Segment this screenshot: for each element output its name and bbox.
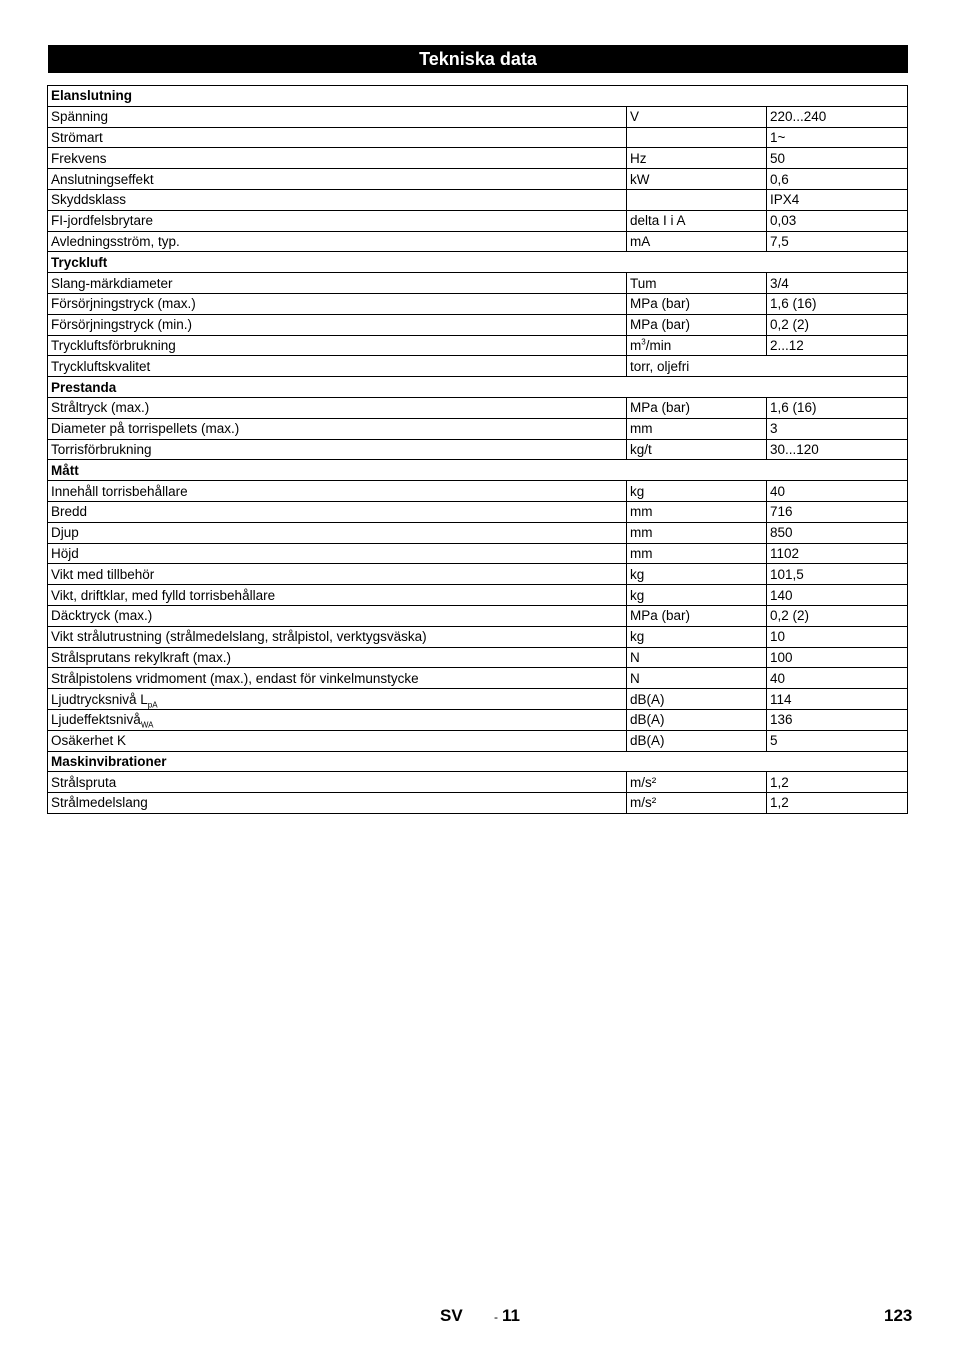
spec-label-cell: [48, 564, 627, 585]
section-heading: Tryckluft: [48, 252, 908, 273]
table-row: [48, 106, 908, 127]
table-row: [48, 127, 908, 148]
footer-language: SV: [440, 1306, 463, 1325]
footer-page-number: 123: [884, 1306, 913, 1325]
spec-value: 1,6 (16): [767, 293, 908, 314]
table-row: [48, 543, 908, 564]
spec-unit: mm: [630, 421, 653, 437]
spec-value: 40: [767, 668, 908, 689]
spec-unit-cell: [627, 543, 767, 564]
spec-value: 101,5: [767, 564, 908, 585]
spec-label-cell: [48, 106, 627, 127]
spec-unit-cell: [627, 189, 767, 210]
spec-unit: mm: [630, 545, 653, 561]
spec-unit: mm: [630, 525, 653, 541]
spec-label-cell: [48, 148, 627, 169]
table-row: [48, 418, 908, 439]
spec-label-cell: [48, 210, 627, 231]
spec-unit: dB(A): [630, 691, 665, 707]
table-row: [48, 293, 908, 314]
spec-unit-superscript: 3: [641, 337, 646, 347]
spec-label-cell: [48, 335, 627, 356]
spec-unit-cell: [627, 793, 767, 814]
section-header-row: [48, 377, 908, 398]
spec-unit-cell: [627, 605, 767, 626]
section-header-row: [48, 86, 908, 107]
spec-label-cell: [48, 169, 627, 190]
table-row: [48, 689, 908, 710]
spec-unit: m/s²: [630, 795, 657, 811]
spec-label: Vikt strålutrustning (strålmedelslang, strålpistol, verktygsväska): [51, 629, 427, 645]
spec-unit-cell: [627, 522, 767, 543]
spec-value: 1,6 (16): [767, 397, 908, 418]
spec-label: Försörjningstryck (min.): [51, 317, 193, 333]
footer-section-page-number: 11: [502, 1306, 520, 1325]
table-row: [48, 397, 908, 418]
spec-unit: MPa (bar): [630, 317, 691, 333]
spec-unit: kW: [630, 171, 650, 187]
spec-unit: MPa (bar): [630, 400, 691, 416]
table-row: [48, 335, 908, 356]
table-row: [48, 501, 908, 522]
spec-unit: MPa (bar): [630, 296, 691, 312]
spec-value: 0,03: [767, 210, 908, 231]
spec-value: 114: [767, 689, 908, 710]
spec-label-cell: [48, 626, 627, 647]
section-header-row: [48, 751, 908, 772]
table-row: [48, 730, 908, 751]
section-heading: Mått: [48, 460, 908, 481]
spec-value: 0,2 (2): [767, 314, 908, 335]
spec-unit-cell: [627, 314, 767, 335]
spec-value: 40: [767, 481, 908, 502]
spec-label-cell: [48, 668, 627, 689]
spec-value: 3: [767, 418, 908, 439]
section-heading: Elanslutning: [48, 86, 908, 107]
spec-value: 1,2: [767, 772, 908, 793]
spec-label: Ljudeffektsnivå: [51, 712, 141, 728]
spec-label-cell: [48, 481, 627, 502]
spec-unit: m: [630, 337, 642, 353]
spec-unit-cell: [627, 501, 767, 522]
spec-value: 220...240: [767, 106, 908, 127]
technical-data-table: [47, 85, 908, 814]
spec-unit-cell: [627, 626, 767, 647]
spec-label: Slang-märkdiameter: [51, 275, 173, 291]
table-row: [48, 564, 908, 585]
spec-unit: dB(A): [630, 712, 665, 728]
spec-value: 10: [767, 626, 908, 647]
table-row: [48, 314, 908, 335]
spec-unit: kg: [630, 587, 645, 603]
spec-label: Avledningsström, typ.: [51, 233, 180, 249]
spec-unit-cell: [627, 772, 767, 793]
spec-unit-cell: [627, 210, 767, 231]
spec-label-cell: [48, 605, 627, 626]
spec-unit-cell: [627, 273, 767, 294]
spec-label: Bredd: [51, 504, 88, 520]
spec-unit-cell: [627, 709, 767, 730]
spec-value: 30...120: [767, 439, 908, 460]
spec-label-cell: [48, 522, 627, 543]
spec-unit: V: [630, 109, 640, 125]
spec-unit-cell: [627, 730, 767, 751]
spec-unit-cell: [627, 106, 767, 127]
spec-unit-cell: [627, 231, 767, 252]
spec-unit-cell: [627, 689, 767, 710]
spec-unit-cell: [627, 564, 767, 585]
table-row: [48, 522, 908, 543]
spec-unit: torr, oljefri: [630, 358, 690, 374]
spec-value: 850: [767, 522, 908, 543]
spec-label: Strålsprutans rekylkraft (max.): [51, 649, 232, 665]
spec-value: 1,2: [767, 793, 908, 814]
spec-unit: kg: [630, 629, 645, 645]
spec-label: Stråltryck (max.): [51, 400, 150, 416]
spec-unit: kg: [630, 483, 645, 499]
spec-label-cell: [48, 730, 627, 751]
spec-label-cell: [48, 585, 627, 606]
spec-label-cell: [48, 273, 627, 294]
spec-unit: MPa (bar): [630, 608, 691, 624]
spec-label-cell: [48, 793, 627, 814]
spec-unit-cell: [627, 127, 767, 148]
table-row: [48, 772, 908, 793]
spec-label: Tryckluftskvalitet: [51, 358, 151, 374]
spec-label-cell: [48, 314, 627, 335]
table-row: [48, 169, 908, 190]
table-row: [48, 647, 908, 668]
spec-unit: mm: [630, 504, 653, 520]
section-header-row: [48, 460, 908, 481]
spec-unit-cell: [627, 397, 767, 418]
spec-unit-cell: [627, 148, 767, 169]
table-row: [48, 793, 908, 814]
spec-label-cell: [48, 189, 627, 210]
spec-label-cell: [48, 709, 627, 730]
spec-label-cell: [48, 439, 627, 460]
spec-label-cell: [48, 418, 627, 439]
spec-value: 100: [767, 647, 908, 668]
spec-unit-cell: [627, 481, 767, 502]
table-row: [48, 585, 908, 606]
spec-label: Vikt med tillbehör: [51, 566, 155, 582]
spec-label: Diameter på torrispellets (max.): [51, 421, 240, 437]
spec-label: Strålpistolens vridmoment (max.), endast för vinkelmunstycke: [51, 670, 419, 686]
spec-label: Strålmedelslang: [51, 795, 148, 811]
table-row: [48, 148, 908, 169]
spec-value: 2...12: [767, 335, 908, 356]
spec-unit-cell: [627, 356, 908, 377]
spec-label: Strålspruta: [51, 774, 117, 790]
spec-unit: Tum: [630, 275, 657, 291]
spec-value: 716: [767, 501, 908, 522]
spec-label-cell: [48, 501, 627, 522]
spec-label: FI-jordfelsbrytare: [51, 213, 154, 229]
spec-label: Tryckluftsförbrukning: [51, 337, 176, 353]
spec-value: 1~: [767, 127, 908, 148]
spec-unit: Hz: [630, 150, 647, 166]
spec-label-cell: [48, 127, 627, 148]
spec-unit-cell: [627, 439, 767, 460]
table-row: [48, 273, 908, 294]
spec-label-subscript: WA: [140, 720, 154, 730]
table-row: [48, 709, 908, 730]
table-row: [48, 189, 908, 210]
spec-label-cell: [48, 397, 627, 418]
spec-label-cell: [48, 647, 627, 668]
spec-label-cell: [48, 356, 627, 377]
spec-label-cell: [48, 543, 627, 564]
spec-unit: N: [630, 670, 640, 686]
spec-label-cell: [48, 231, 627, 252]
spec-label: Höjd: [51, 545, 79, 561]
table-row: [48, 668, 908, 689]
spec-value: 3/4: [767, 273, 908, 294]
section-header-row: [48, 252, 908, 273]
spec-unit-cell: [627, 293, 767, 314]
spec-label: Djup: [51, 525, 79, 541]
spec-label: Vikt, driftklar, med fylld torrisbehållare: [51, 587, 276, 603]
spec-label: Strömart: [51, 129, 103, 145]
spec-unit: m/s²: [630, 774, 657, 790]
spec-unit-cell: [627, 418, 767, 439]
table-row: [48, 210, 908, 231]
section-heading: Prestanda: [48, 377, 908, 398]
spec-label-cell: [48, 689, 627, 710]
spec-value: 140: [767, 585, 908, 606]
spec-value: 0,2 (2): [767, 605, 908, 626]
spec-unit: kg/t: [630, 441, 652, 457]
spec-unit-cell: [627, 647, 767, 668]
spec-label: Frekvens: [51, 150, 107, 166]
spec-label: Försörjningstryck (max.): [51, 296, 196, 312]
spec-unit-suffix: /min: [645, 337, 672, 353]
spec-value: IPX4: [767, 189, 908, 210]
spec-label: Innehåll torrisbehållare: [51, 483, 188, 499]
spec-value: 50: [767, 148, 908, 169]
table-row: [48, 231, 908, 252]
spec-unit: dB(A): [630, 733, 665, 749]
footer-section-page: [494, 1306, 520, 1326]
spec-label-cell: [48, 293, 627, 314]
spec-unit: kg: [630, 566, 645, 582]
section-heading: Maskinvibrationer: [48, 751, 908, 772]
spec-label-subscript: pA: [147, 700, 158, 710]
spec-unit-cell: [627, 585, 767, 606]
table-row: [48, 356, 908, 377]
table-row: [48, 481, 908, 502]
spec-label: Anslutningseffekt: [51, 171, 154, 187]
spec-value: 5: [767, 730, 908, 751]
spec-label: Däcktryck (max.): [51, 608, 153, 624]
spec-label: Spänning: [51, 109, 109, 125]
spec-value: 7,5: [767, 231, 908, 252]
spec-unit: mA: [630, 233, 651, 249]
spec-unit-cell: [627, 169, 767, 190]
table-row: [48, 439, 908, 460]
spec-unit-cell: [627, 668, 767, 689]
page-title: Tekniska data: [48, 45, 908, 73]
spec-unit: N: [630, 649, 640, 665]
spec-label: Torrisförbrukning: [51, 441, 152, 457]
spec-value: 1102: [767, 543, 908, 564]
spec-unit: delta I i A: [630, 213, 686, 229]
spec-label-cell: [48, 772, 627, 793]
table-row: [48, 605, 908, 626]
spec-value: 136: [767, 709, 908, 730]
spec-label: Osäkerhet K: [51, 733, 127, 749]
spec-label: Skyddsklass: [51, 192, 127, 208]
table-row: [48, 626, 908, 647]
footer-dash: -: [494, 1310, 498, 1324]
spec-label: Ljudtrycksnivå L: [51, 691, 148, 707]
spec-unit-cell: [627, 335, 767, 356]
spec-value: 0,6: [767, 169, 908, 190]
